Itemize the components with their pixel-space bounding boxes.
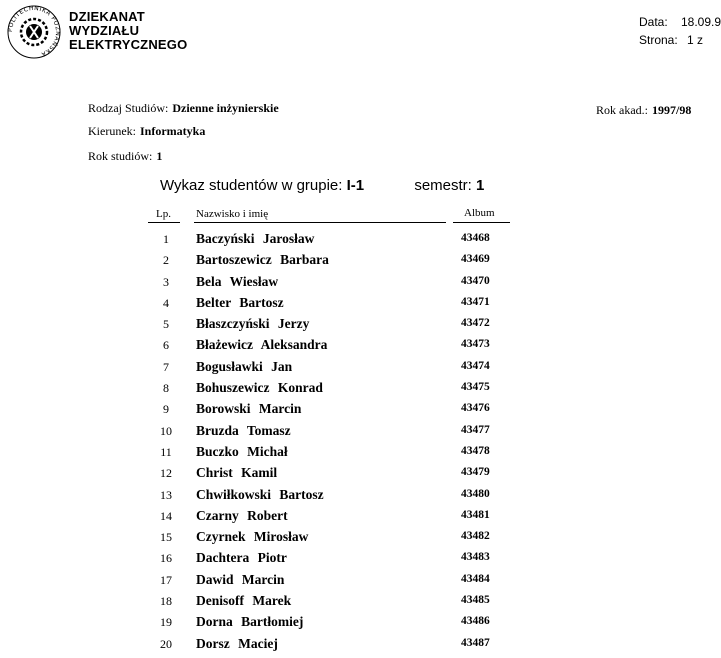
row-number: 7 (163, 359, 169, 374)
institution-line-1: DZIEKANAT (69, 9, 145, 24)
header-divider-album (453, 222, 510, 223)
row-number: 13 (160, 487, 172, 502)
row-number: 16 (160, 551, 172, 566)
academic-year-value: 1997/98 (652, 103, 692, 117)
row-number: 9 (163, 402, 169, 417)
table-row (0, 570, 714, 591)
student-name: Dorna Bartłomiej (196, 614, 304, 630)
document-info (639, 13, 721, 49)
academic-year-label: Rok akad.: (596, 103, 648, 117)
student-name: Dachtera Piotr (196, 550, 287, 566)
header-divider-lp (148, 222, 180, 223)
study-year (88, 149, 162, 164)
album-number: 43475 (461, 381, 490, 394)
album-number: 43483 (461, 551, 490, 564)
study-type (88, 101, 279, 116)
page-value: 1 z (687, 33, 704, 47)
study-type-label: Rodzaj Studiów: (88, 101, 169, 115)
album-number: 43479 (461, 466, 490, 479)
student-name: Bartoszewicz Barbara (196, 252, 329, 268)
group-value: I-1 (346, 177, 365, 194)
album-number: 43482 (461, 530, 490, 543)
row-number: 12 (160, 466, 172, 481)
album-number: 43486 (461, 615, 490, 628)
album-number: 43478 (461, 444, 490, 457)
column-header-name: Nazwisko i imię (196, 208, 269, 220)
table-row (0, 378, 714, 399)
row-number: 15 (160, 530, 172, 545)
row-number: 17 (160, 572, 172, 587)
semester-label: semestr: (414, 177, 472, 194)
row-number: 20 (160, 636, 172, 651)
student-name: Buczko Michał (196, 443, 288, 459)
student-name: Czarny Robert (196, 507, 288, 523)
student-name: Dorsz Maciej (196, 635, 278, 651)
row-number: 1 (163, 232, 169, 246)
table-row (0, 548, 714, 569)
logo-ring-text: POLITECHNIKA POZNAŃSKA (6, 4, 62, 58)
row-number: 10 (160, 423, 172, 438)
student-list (0, 229, 714, 655)
table-row (0, 250, 714, 271)
student-name: Christ Kamil (196, 465, 278, 481)
student-name: Bohuszewicz Konrad (196, 380, 323, 396)
album-number: 43477 (461, 423, 490, 436)
student-name: Denisoff Marek (196, 593, 292, 609)
row-number: 3 (163, 274, 169, 289)
student-name: Dawid Marcin (196, 571, 285, 587)
major-value: Informatyka (139, 124, 206, 138)
institution-name (69, 10, 187, 52)
date-value: 18.09.9 (681, 15, 721, 29)
study-year-value: 1 (156, 149, 163, 163)
album-number: 43470 (461, 274, 490, 287)
student-name: Chwiłkowski Bartosz (196, 486, 324, 502)
table-row (0, 463, 714, 484)
major-label: Kierunek: (88, 124, 136, 138)
student-name: Bogusławki Jan (196, 358, 293, 374)
student-name: Błaszczyński Jerzy (196, 316, 310, 332)
album-number: 43473 (461, 338, 490, 351)
student-name: Błażewicz Aleksandra (196, 337, 328, 353)
album-number: 43476 (461, 402, 490, 415)
row-number: 14 (160, 508, 172, 523)
table-row (0, 272, 714, 293)
institution-line-3: ELEKTRYCZNEGO (69, 37, 188, 52)
album-number: 43468 (461, 232, 490, 244)
table-row (0, 421, 714, 442)
row-number: 6 (163, 338, 169, 353)
list-title-label: Wykaz studentów w grupie: (160, 177, 343, 194)
student-name: Borowski Marcin (196, 401, 302, 417)
row-number: 11 (160, 444, 172, 459)
column-header-lp: Lp. (156, 208, 171, 220)
row-number: 5 (163, 317, 169, 332)
row-number: 2 (163, 253, 169, 268)
list-title (160, 177, 484, 194)
table-row (0, 527, 714, 548)
table-row (0, 314, 714, 335)
row-number: 19 (160, 615, 172, 630)
album-number: 43484 (461, 572, 490, 585)
album-number: 43472 (461, 317, 490, 330)
album-number: 43474 (461, 359, 490, 372)
student-name: Baczyński Jarosław (196, 231, 315, 246)
academic-year (596, 103, 691, 118)
table-row (0, 634, 714, 655)
table-row (0, 506, 714, 527)
student-name: Bela Wiesław (196, 273, 279, 289)
row-number: 4 (163, 295, 169, 310)
date-label: Data: (639, 15, 668, 29)
column-header-album: Album (464, 207, 495, 219)
table-row (0, 591, 714, 612)
table-row (0, 485, 714, 506)
major (88, 124, 205, 139)
table-row (0, 612, 714, 633)
institution-line-2: WYDZIAŁU (69, 23, 140, 38)
row-number: 8 (163, 381, 169, 396)
album-number: 43481 (461, 508, 490, 521)
study-year-label: Rok studiów: (88, 149, 153, 163)
semester-value: 1 (476, 177, 485, 194)
table-row (0, 229, 714, 250)
table-row (0, 335, 714, 356)
album-number: 43480 (461, 487, 490, 500)
table-row (0, 293, 714, 314)
student-name: Bruzda Tomasz (196, 422, 291, 438)
album-number: 43485 (461, 594, 490, 607)
album-number: 43471 (461, 295, 490, 308)
page-label: Strona: (639, 33, 678, 47)
album-number: 43487 (461, 636, 490, 649)
header-divider-name (194, 222, 446, 223)
table-row (0, 399, 714, 420)
row-number: 18 (160, 594, 172, 609)
student-name: Belter Bartosz (196, 294, 284, 310)
study-type-value: Dzienne inżynierskie (172, 101, 279, 115)
university-logo (6, 4, 62, 60)
album-number: 43469 (461, 253, 490, 266)
student-name: Czyrnek Mirosław (196, 529, 309, 545)
table-row (0, 357, 714, 378)
table-row (0, 442, 714, 463)
